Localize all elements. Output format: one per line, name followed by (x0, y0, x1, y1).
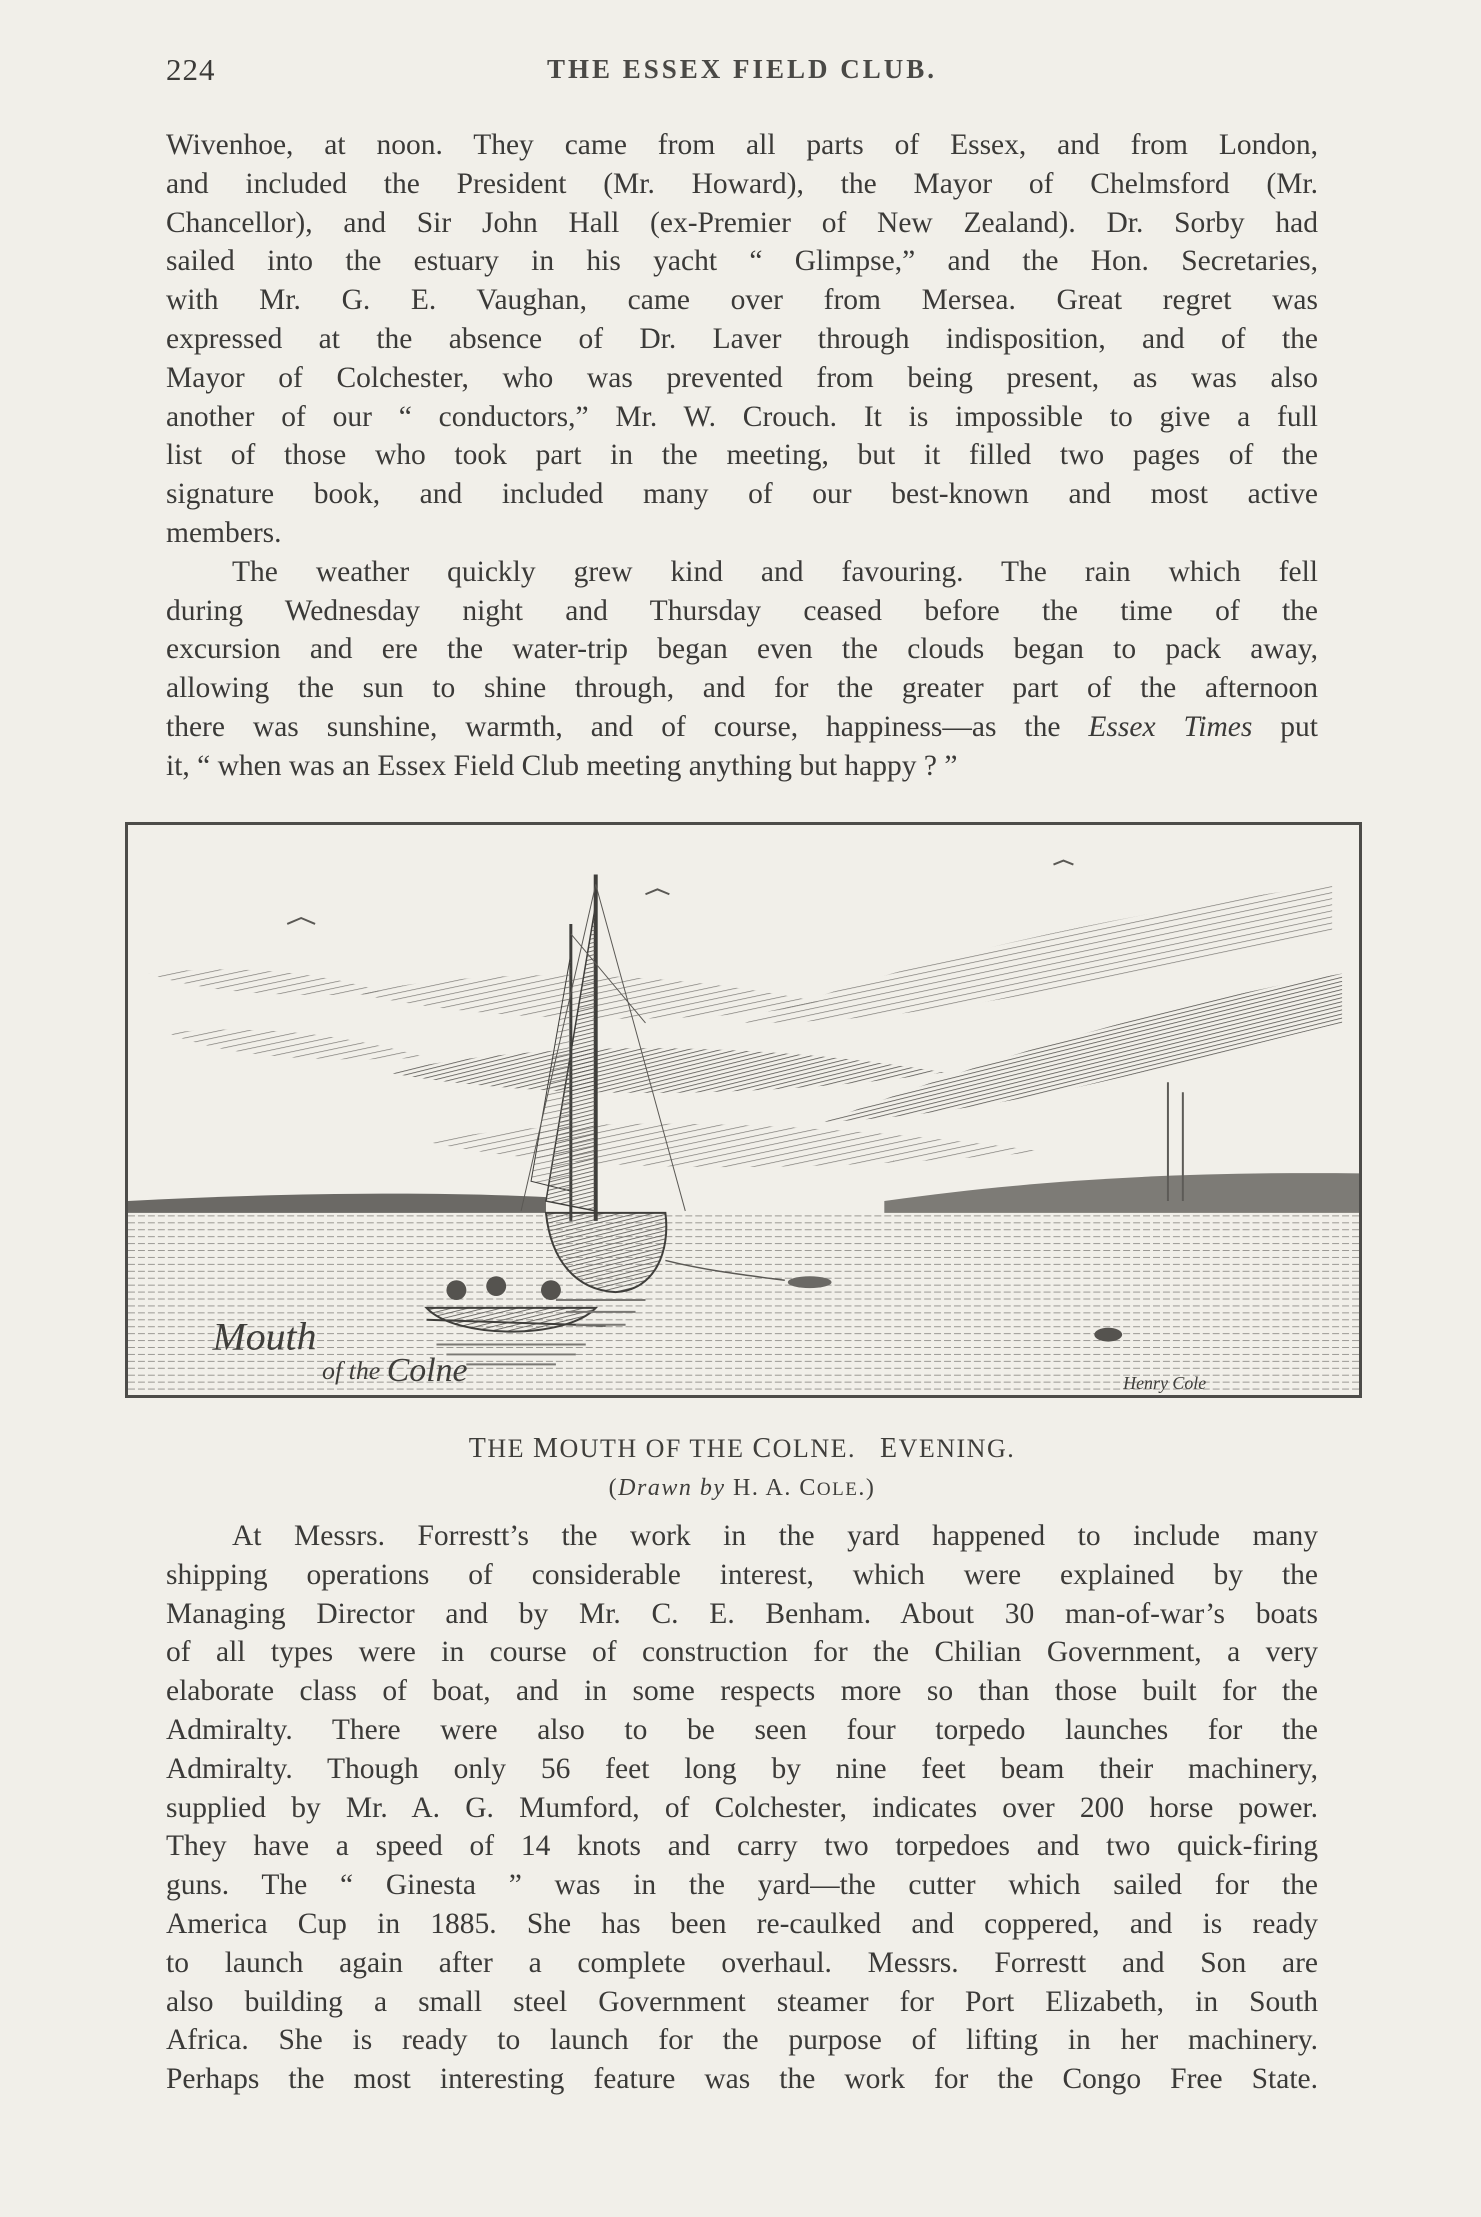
text-line: Africa. She is ready to launch for the purpose of lifting in her machinery. (166, 2024, 1318, 2057)
text-line: of all types were in course of construction for the Chilian Government, a very (166, 1636, 1318, 1669)
text-line: sailed into the estuary in his yacht “ Glimpse,” and the Hon. Secretaries, (166, 245, 1318, 278)
text-line: and included the President (Mr. Howard), the Mayor of Chelmsford (Mr. (166, 167, 1318, 200)
running-head (166, 52, 1318, 92)
rower-figure (446, 1280, 466, 1300)
text-line (166, 708, 1318, 747)
text-line: Wivenhoe, at noon. They came from all parts of Essex, and from London, (166, 129, 1318, 161)
text-run: put (1252, 710, 1318, 743)
artist-signature: Henry Cole (1123, 1373, 1207, 1394)
text-line: They have a speed of 14 knots and carry two torpedoes and two quick-firing (166, 1830, 1318, 1863)
text-line: Managing Director and by Mr. C. E. Benham. About 30 man-of-war’s boats (166, 1597, 1318, 1630)
inscription-colne: Colne (386, 1352, 468, 1390)
text-line: Perhaps the most interesting feature was the work for the Congo Free State. (166, 2063, 1318, 2096)
text-block-upper (166, 126, 1318, 786)
text-line: The weather quickly grew kind and favouring. The rain which fell (232, 555, 1318, 588)
rower-figure (541, 1280, 561, 1300)
text-line: Admiralty. Though only 56 feet long by nine feet beam their machinery, (166, 1752, 1318, 1785)
mouth-of-colne-engraving (128, 825, 1359, 1395)
figure-caption (166, 1433, 1318, 1465)
text-run: there was sunshine, warmth, and of course, happiness—as the (166, 710, 1089, 743)
text-line: members. (166, 516, 282, 549)
caption-text: VENING. (898, 1434, 1016, 1463)
caption-text: HE (487, 1434, 526, 1463)
text-line: Admiralty. There were also to be seen four torpedo launches for the (166, 1713, 1318, 1746)
rower-figure (486, 1276, 506, 1296)
text-line: with Mr. G. E. Vaughan, came over from Mersea. Great regret was (166, 284, 1318, 317)
running-title: THE ESSEX FIELD CLUB. (546, 54, 938, 84)
newspaper-title: Essex Times (1088, 710, 1253, 743)
text-line: America Cup in 1885. She has been re-caulked and coppered, and is ready (166, 1907, 1318, 1940)
water (128, 1213, 1359, 1395)
caption-text: OLNE. (772, 1434, 856, 1463)
credit-artist: OLE (816, 1479, 859, 1500)
caption-initial: T (468, 1433, 488, 1464)
text-line: At Messrs. Forrestt’s the work in the yard happened to include many (232, 1520, 1318, 1552)
text-line: excursion and ere the water-trip began even the clouds began to pack away, (166, 633, 1318, 666)
text-line: expressed at the absence of Dr. Laver through indisposition, and of the (166, 322, 1318, 355)
caption-initial: E (879, 1433, 899, 1464)
text-block-lower (166, 1517, 1318, 2099)
text-line: another of our “ conductors,” Mr. W. Crouch. It is impossible to give a full (166, 400, 1318, 433)
inscription-mouth: Mouth (212, 1314, 317, 1359)
text-line: shipping operations of considerable interest, which were explained by the (166, 1558, 1318, 1591)
text-line: during Wednesday night and Thursday ceased before the time of the (166, 594, 1318, 627)
inscription-of-the: of the (322, 1356, 381, 1386)
moored-dinghy (788, 1276, 832, 1288)
credit-text: ( (608, 1475, 619, 1501)
caption-initial: M (533, 1433, 560, 1464)
illustration-frame (125, 822, 1362, 1398)
text-line: it, “ when was an Essex Field Club meeting anything but happy ? ” (166, 749, 958, 782)
text-line: list of those who took part in the meeting, but it filled two pages of the (166, 439, 1318, 472)
credit-artist: H. A. C (725, 1475, 817, 1501)
text-line: Chancellor), and Sir John Hall (ex-Premier of New Zealand). Dr. Sorby had (166, 206, 1318, 239)
text-line: elaborate class of boat, and in some respects more so than those built for the (166, 1675, 1318, 1708)
text-line: Mayor of Colchester, who was prevented from being present, as was also (166, 361, 1318, 394)
text-line: signature book, and included many of our best-known and most active (166, 478, 1318, 511)
credit-drawn-by: Drawn by (618, 1475, 726, 1501)
caption-initial: C (752, 1433, 773, 1464)
text-line: supplied by Mr. A. G. Mumford, of Colchester, indicates over 200 horse power. (166, 1791, 1318, 1824)
text-line: allowing the sun to shine through, and for the greater part of the afternoon (166, 672, 1318, 705)
text-line: also building a small steel Government steamer for Port Elizabeth, in South (166, 1985, 1318, 2018)
figure-credit (166, 1475, 1318, 1502)
text-line: guns. The “ Ginesta ” was in the yard—the cutter which sailed for the (166, 1869, 1318, 1902)
credit-text: .) (858, 1475, 876, 1501)
text-line: to launch again after a complete overhaul. Messrs. Forrestt and Son are (166, 1946, 1318, 1979)
caption-text: OUTH OF THE (559, 1434, 745, 1463)
page-number: 224 (166, 52, 216, 87)
buoy (1094, 1328, 1122, 1342)
